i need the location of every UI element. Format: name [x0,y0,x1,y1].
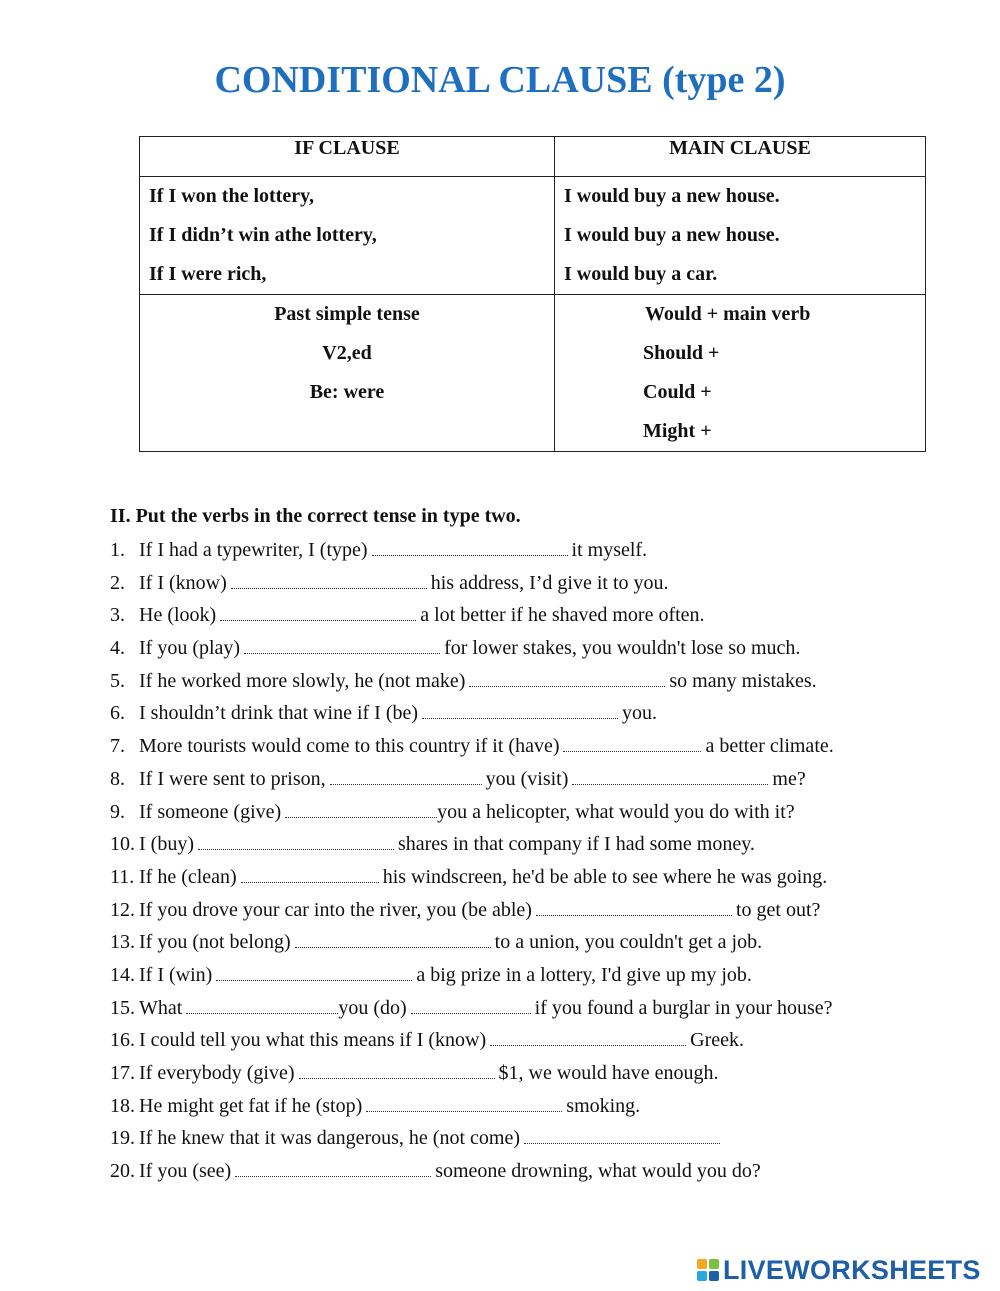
section-title: II. Put the verbs in the correct tense in type two. [110,505,521,527]
exercise-text: If he (clean) [139,865,237,888]
exercise-text: If I had a typewriter, I (type) [139,539,368,561]
exercise-item [110,959,834,992]
exercise-text: If I were sent to prison, [139,767,326,790]
exercise-number: 18. [110,1094,135,1117]
exercise-item [110,796,834,829]
exercise-text: If I (know) [139,571,227,594]
exercise-item [110,534,834,567]
exercise-item [110,730,834,763]
exercise-item [110,1090,834,1123]
answer-blank[interactable] [572,766,768,785]
header-if-clause: IF CLAUSE [140,137,555,177]
logo-square [697,1271,707,1281]
exercise-item [110,1057,834,1090]
exercise-number: 15. [110,996,135,1019]
exercise-text: someone drowning, what would you do? [435,1160,761,1183]
exercise-item [110,1024,834,1057]
exercise-text: If everybody (give) [139,1062,295,1084]
examples-main-cell [555,177,926,295]
rule-main-4: Might + [643,420,712,442]
exercise-text: I (buy) [139,833,194,856]
logo-squares-icon [697,1259,719,1281]
answer-blank[interactable] [244,635,440,654]
exercise-text: it myself. [571,539,648,561]
answer-blank[interactable] [216,962,412,981]
exercise-number: 5. [110,669,125,692]
rule-if-3: Be: were [309,381,385,403]
answer-blank[interactable] [411,995,531,1014]
exercise-item [110,763,834,796]
answer-blank[interactable] [330,766,482,785]
exercise-item [110,1122,834,1155]
exercise-text: More tourists would come to this country if it (have) [139,735,560,758]
answer-blank[interactable] [285,799,437,818]
logo-text: LIVEWORKSHEETS [723,1254,981,1285]
exercise-text: shares in that company if I had some money. [397,833,755,856]
exercise-text: He (look) [139,604,217,627]
exercise-number: 16. [110,1029,135,1052]
rule-if-2: V2,ed [322,342,372,364]
exercise-number: 20. [110,1160,135,1183]
exercise-text: you. [622,702,658,725]
exercise-number: 10. [110,833,135,856]
exercise-text: me? [772,767,806,790]
logo-square [709,1259,719,1269]
exercise-item [110,697,834,730]
rules-if-cell [140,295,555,452]
answer-blank[interactable] [241,864,379,883]
example-if-3: If I were rich, [149,263,267,285]
examples-if-cell [140,177,555,295]
exercise-number: 6. [110,702,125,725]
exercise-number: 13. [110,931,135,954]
answer-blank[interactable] [563,733,701,752]
exercise-text: If he worked more slowly, he (not make) [139,669,466,692]
rules-row [140,295,926,452]
answer-blank[interactable] [524,1125,720,1144]
rule-if-1: Past simple tense [274,303,420,325]
exercise-list [110,534,834,1188]
answer-blank[interactable] [231,570,427,589]
answer-blank[interactable] [372,537,568,556]
exercise-text: you (do) [338,996,407,1019]
example-main-3: I would buy a car. [564,263,718,285]
exercise-item [110,665,834,698]
rules-main-cell [555,295,926,452]
exercise-number: 14. [110,963,135,986]
exercise-number: 7. [110,735,125,758]
example-main-2: I would buy a new house. [564,224,780,246]
answer-blank[interactable] [198,831,394,850]
exercise-number: 19. [110,1127,135,1150]
exercise-text: to a union, you couldn't get a job. [494,931,763,954]
rule-main-3: Could + [643,381,712,403]
answer-blank[interactable] [366,1093,562,1112]
exercise-text: his address, I’d give it to you. [430,571,669,594]
exercise-text: if you found a burglar in your house? [534,996,833,1019]
exercise-text: to get out? [735,898,821,921]
exercise-text: If you (play) [139,637,241,660]
exercise-text: If you (see) [139,1160,232,1183]
exercise-text: I shouldn’t drink that wine if I (be) [139,702,419,725]
exercise-item [110,1155,834,1188]
exercise-number: 12. [110,898,135,921]
exercise-number: 8. [110,767,125,790]
examples-row [140,177,926,295]
grammar-table [139,136,926,452]
example-if-1: If I won the lottery, [149,185,314,207]
exercise-text: you (visit) [485,767,569,790]
example-main-1: I would buy a new house. [564,185,780,207]
exercise-text: I could tell you what this means if I (know) [139,1029,487,1052]
exercise-text: a lot better if he shaved more often. [420,604,705,627]
exercise-item [110,861,834,894]
exercise-text: for lower stakes, you wouldn't lose so much. [444,637,801,660]
example-if-2: If I didn’t win athe lottery, [149,224,377,246]
rule-main-1: Would + main verb [645,303,811,325]
answer-blank[interactable] [299,1060,495,1079]
exercise-text: a big prize in a lottery, I'd give up my job. [416,963,752,986]
exercise-text: If I (win) [139,963,213,986]
exercise-number: 3. [110,604,125,627]
logo-square [697,1259,707,1269]
exercise-text: He might get fat if he (stop) [139,1094,363,1117]
exercise-item [110,992,834,1025]
exercise-text: If someone (give) [139,800,282,823]
page-title: CONDITIONAL CLAUSE (type 2) [214,59,786,101]
exercise-text: $1, we would have enough. [498,1062,719,1084]
exercise-item [110,632,834,665]
answer-blank[interactable] [235,1158,431,1177]
answer-blank[interactable] [295,929,491,948]
exercise-text: a better climate. [705,735,834,758]
exercise-text: Greek. [690,1029,745,1052]
liveworksheets-logo [697,1255,981,1285]
answer-blank[interactable] [220,602,416,621]
header-main-clause: MAIN CLAUSE [555,137,926,177]
exercise-item [110,828,834,861]
answer-blank[interactable] [422,700,618,719]
exercise-number: 1. [110,539,125,561]
answer-blank[interactable] [469,668,665,687]
logo-square [709,1271,719,1281]
exercise-item [110,567,834,600]
exercise-text: so many mistakes. [669,669,817,692]
table-header-row [140,137,926,177]
exercise-text: If he knew that it was dangerous, he (not come) [139,1127,520,1150]
exercise-text: What [139,996,183,1019]
exercise-text: you a helicopter, what would you do with it? [437,800,795,823]
exercise-number: 4. [110,637,125,660]
answer-blank[interactable] [490,1027,686,1046]
exercise-text: If you (not belong) [139,931,291,954]
exercise-number: 2. [110,571,125,594]
answer-blank[interactable] [186,995,338,1014]
rule-main-2: Should + [643,342,720,364]
answer-blank[interactable] [536,897,732,916]
exercise-item [110,599,834,632]
exercise-text: smoking. [566,1094,641,1117]
exercise-number: 17. [110,1062,135,1084]
exercise-number: 11. [110,865,135,888]
exercise-number: 9. [110,800,125,823]
exercise-item [110,894,834,927]
exercise-text: his windscreen, he'd be able to see where he was going. [382,865,828,888]
exercise-text: If you drove your car into the river, you (be able) [139,898,532,921]
exercise-item [110,926,834,959]
